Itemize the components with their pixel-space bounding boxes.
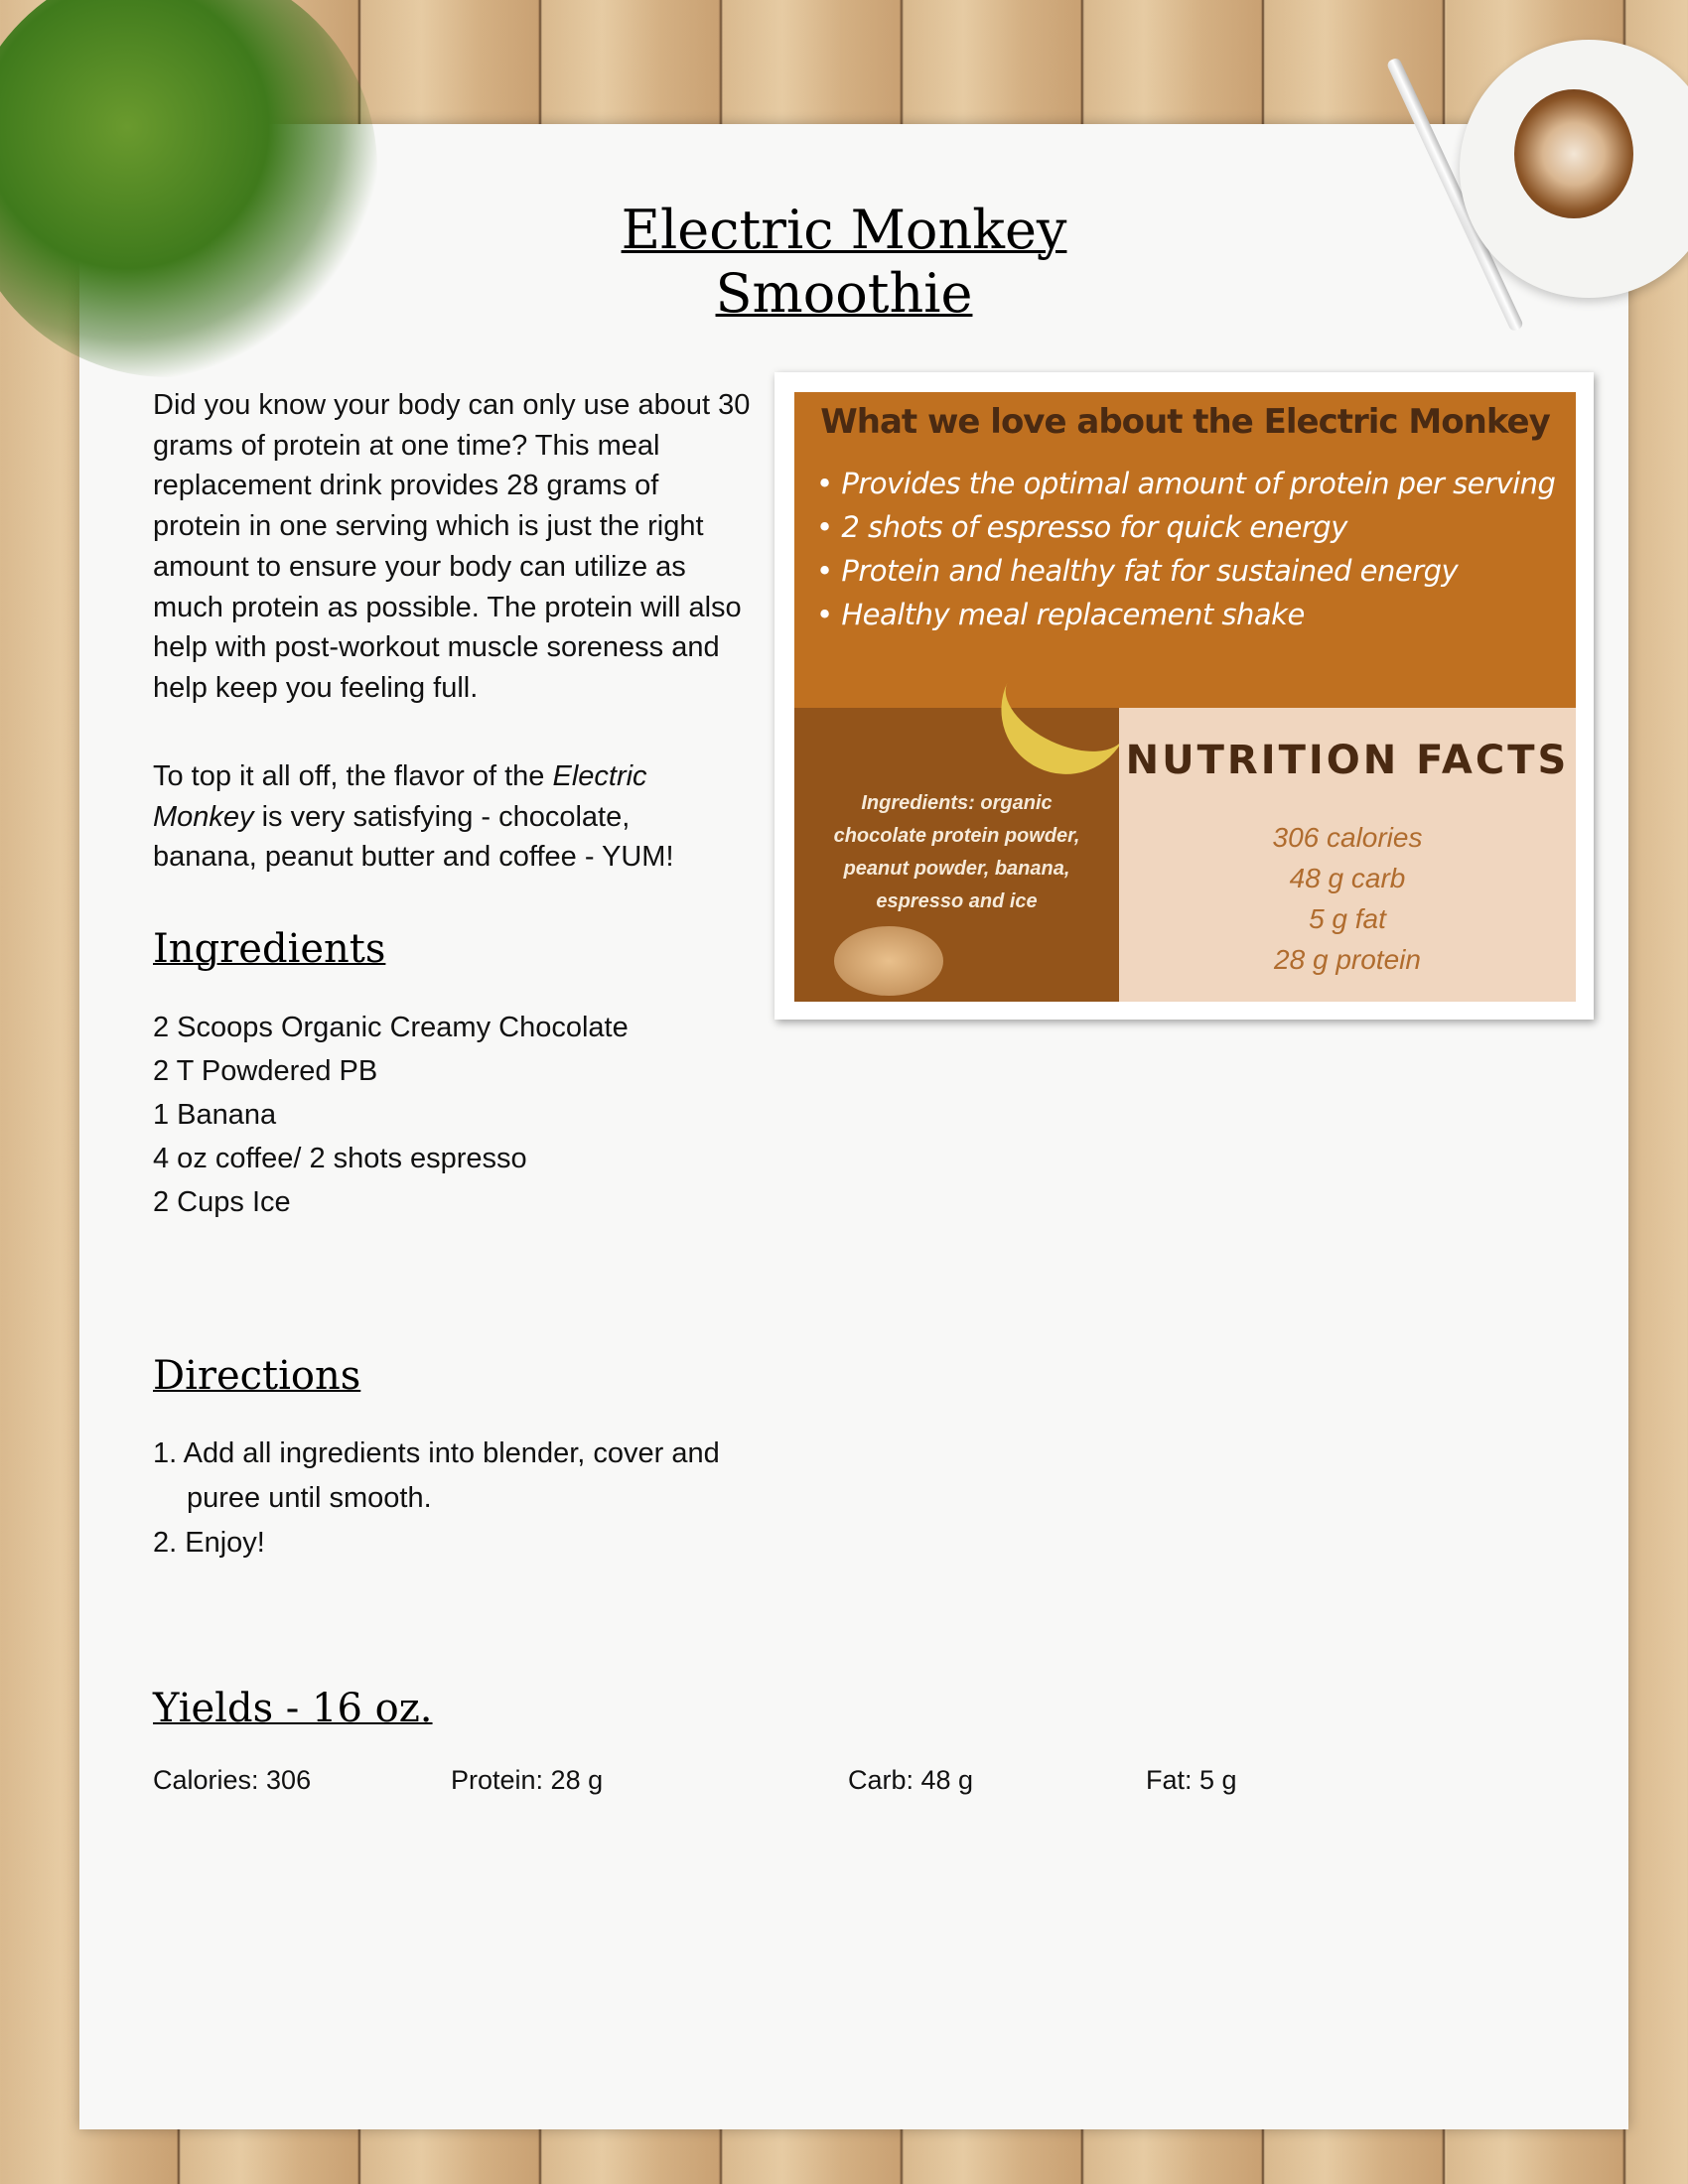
directions-heading: Directions [153,1353,361,1399]
intro-paragraph: Did you know your body can only use about 30 grams of protein at one time? This meal replacement drink provides 28 grams of protein in one serving which is just the right amount to ensure your body can utilize as much protein as possible. The protein will also help with post-workout muscle soreness and help keep you feeling full. [153,389,751,704]
ingredient-item: 2 Scoops Organic Creamy Chocolate [153,1012,629,1043]
flavor-paragraph [153,756,729,878]
yield-fat: Fat: 5 g [1146,1765,1237,1795]
card-ingredients-panel [794,708,1119,1002]
direction-step: puree until smooth. [187,1482,432,1514]
benefits-list [816,462,1576,636]
yields-heading: Yields - 16 oz. [153,1686,433,1731]
infographic-card [774,372,1594,1020]
title-line-2: Smoothie [715,262,973,325]
nutrition-carb: 48 g carb [1289,863,1406,893]
direction-step: 1. Add all ingredients into blender, cover and [153,1437,720,1469]
ingredients-list [153,1006,629,1224]
benefits-panel [794,392,1576,708]
flavor-pre: To top it all off, the flavor of the [153,760,553,792]
title-line-1: Electric Monkey [621,199,1067,261]
ingredient-item: 2 T Powdered PB [153,1055,378,1087]
nutrition-heading: NUTRITION FACTS [1125,738,1570,783]
card-ingredients-line: peanut powder, banana, [843,858,1070,880]
card-ingredients-line: chocolate protein powder, [833,825,1080,847]
nutrition-panel [1119,708,1576,1002]
card-ingredients-line: espresso and ice [876,890,1038,912]
benefit-item: • Healthy meal replacement shake [816,593,1576,636]
flavor-post: is very satisfying - chocolate, banana, peanut butter and coffee - YUM! [153,800,674,874]
benefit-item: • 2 shots of espresso for quick energy [816,505,1576,549]
benefits-heading: What we love about the Electric Monkey [820,402,1550,442]
page-title [0,199,1688,326]
nutrition-values [1119,817,1576,980]
directions-list [153,1432,720,1566]
nutrition-calories: 306 calories [1272,822,1423,853]
card-ingredients-line: Ingredients: organic [861,792,1053,814]
peanut-butter-spoon-image [834,926,943,996]
flavor-em: Electric Monkey [153,760,647,833]
ingredient-item: 2 Cups Ice [153,1186,291,1218]
yield-carb: Carb: 48 g [848,1765,974,1795]
ingredients-heading: Ingredients [153,926,386,972]
yield-protein: Protein: 28 g [451,1765,604,1795]
ingredient-item: 1 Banana [153,1099,277,1131]
ingredient-item: 4 oz coffee/ 2 shots espresso [153,1143,527,1174]
benefit-item: • Protein and healthy fat for sustained energy [816,549,1576,593]
benefit-item: • Provides the optimal amount of protein per serving [816,462,1576,505]
nutrition-fat: 5 g fat [1309,903,1386,934]
direction-step: 2. Enjoy! [153,1527,265,1559]
yield-calories: Calories: 306 [153,1765,312,1795]
nutrition-protein: 28 g protein [1274,944,1421,975]
